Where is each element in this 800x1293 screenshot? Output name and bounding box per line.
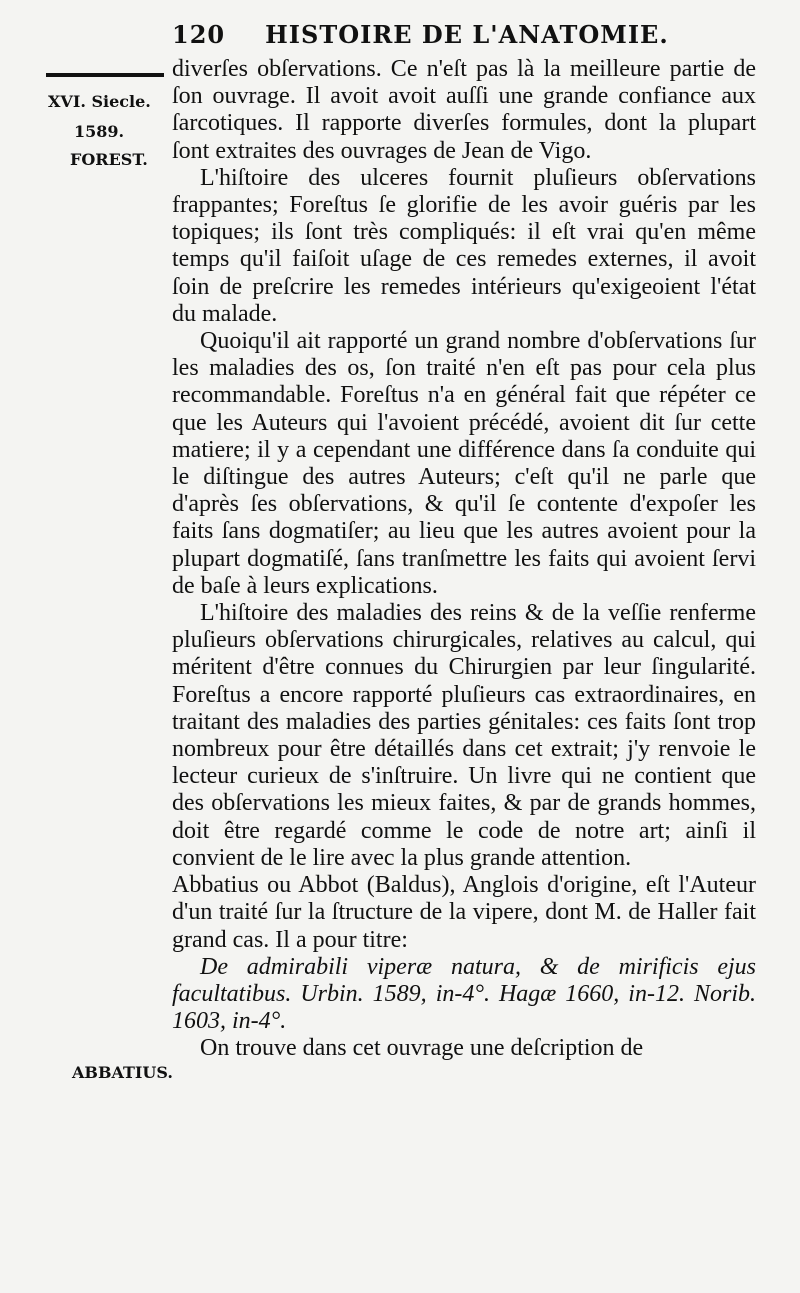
paragraph-2: L'hiſtoire des ulceres fournit pluſieurs obſervations frappantes; Foreſtus ſe glorifie de les avoir guéris par les topiques; ils ſont très compliqués: il eſt vrai qu'en même temps qu'il faiſoit uſage de ces remedes externes, il avoit ſoin de preſcrire les remedes intérieurs qu'exigeoient l'état du malade.	[172, 164, 756, 327]
margin-note-century: XVI. Siecle.	[48, 92, 151, 111]
paragraph-5: Abbatius ou Abbot (Baldus), Anglois d'origine, eſt l'Auteur d'un traité ſur la ſtructure de la vipere, dont M. de Haller fait grand cas. Il a pour titre:	[172, 872, 756, 953]
paragraph-7: On trouve dans cet ouvrage une deſcription de	[200, 1035, 644, 1062]
running-title: HISTOIRE DE L'ANATOMIE.	[265, 20, 669, 49]
paragraph-6-title: De admirabili viperæ natura, & de mirificis ejus facultatibus. Urbin. 1589, in-4°. Hagæ 1660, in-12. Norib. 1603, in-4°.	[172, 953, 756, 1035]
page-number: 120	[172, 20, 226, 49]
paragraph-1: diverſes obſervations. Ce n'eſt pas là la meilleure partie de ſon ouvrage. Il avoit avoit auſſi une grande confiance aux ſarcotiques. Il rapporte diverſes formules, dont la plupart ſont extraites des ouvrages de Jean de Vigo.	[172, 56, 756, 164]
margin-rule	[46, 73, 164, 77]
page-header	[172, 20, 762, 49]
margin-note-year: 1589.	[74, 122, 125, 141]
body-text	[172, 56, 756, 1063]
margin-note-forest: FOREST.	[70, 150, 148, 169]
margin-note-abbatius: ABBATIUS.	[72, 1063, 173, 1082]
paragraph-3: Quoiqu'il ait rapporté un grand nombre d'obſervations ſur les maladies des os, ſon traité n'en eſt pas pour cela plus recommandable. Foreſtus n'a en général fait que répéter ce que les Auteurs qui l'avoient précédé, avoient dit ſur cette matiere; il y a cependant une différence dans ſa conduite qui le diſtingue des autres Auteurs; c'eſt qu'il ne parle que d'après ſes obſervations, & qu'il ſe contente d'expoſer les faits ſans dogmatiſer; au lieu que les autres avoient pour la plupart dogmatiſé, ſans tranſmettre les faits qui avoient ſervi de baſe à leurs explications.	[172, 328, 756, 599]
paragraph-4: L'hiſtoire des maladies des reins & de la veſſie renferme pluſieurs obſervations chirurgicales, relatives au calcul, qui méritent d'être connues du Chirurgien par leur ſingularité. Foreſtus a encore rapporté pluſieurs cas extraordinaires, en traitant des maladies des parties génitales: ces faits ſont trop nombreux pour être détaillés dans cet extrait; j'y renvoie le lecteur curieux de s'inſtruire. Un livre qui ne contient que des obſervations les mieux faites, & par de grands hommes, doit être regardé comme le code de notre art; ainſi il convient de le lire avec la plus grande attention.	[172, 600, 756, 871]
